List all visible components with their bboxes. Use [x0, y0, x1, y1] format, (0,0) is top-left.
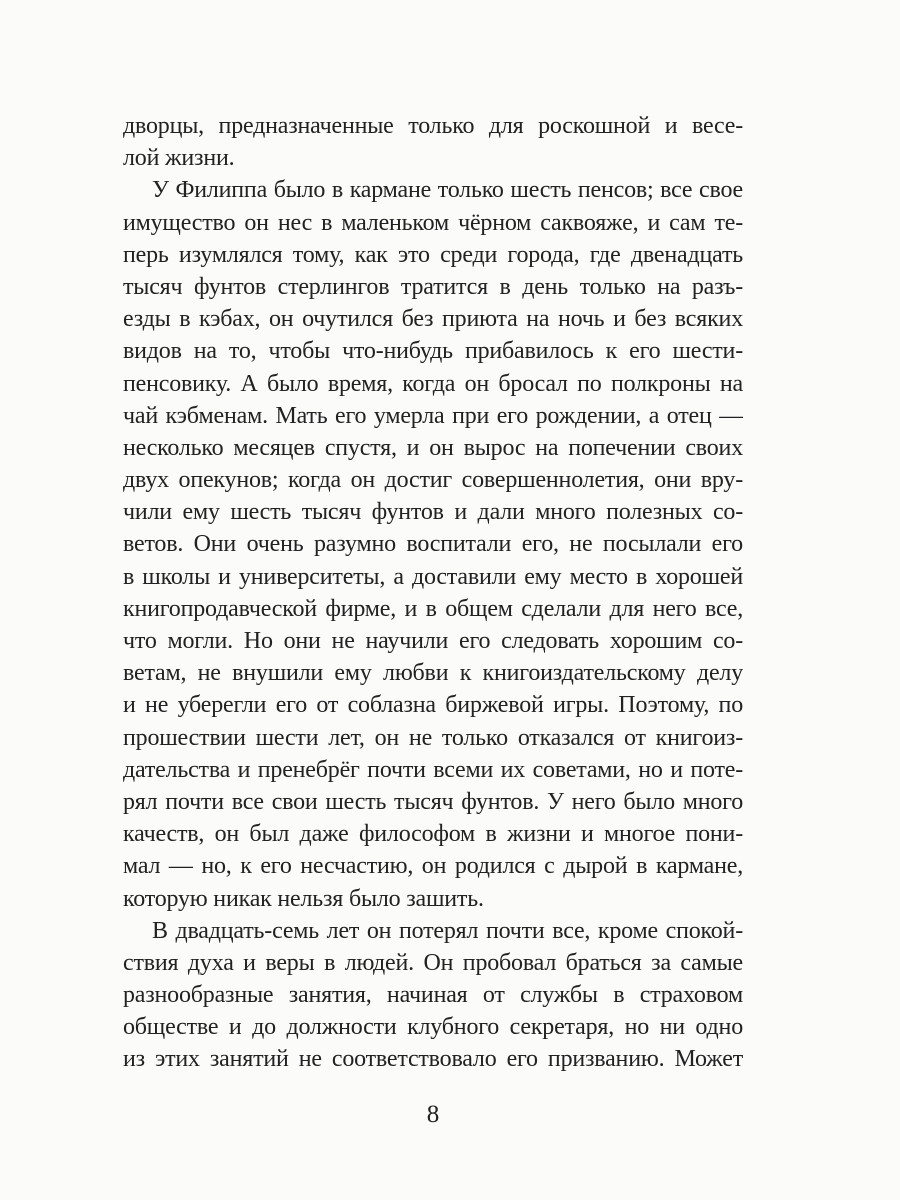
text-line: разнообразные занятия, начиная от службы в страховом — [123, 982, 743, 1009]
text-line: дательства и пренебрёг почти всеми их советами, но и поте- — [123, 756, 743, 783]
page-number: 8 — [426, 1101, 440, 1128]
text-line: чили ему шесть тысяч фунтов и дали много полезных со- — [123, 499, 743, 526]
text-line: езды в кэбах, он очутился без приюта на ночь и без всяких — [123, 306, 743, 333]
text-line: пенсовику. А было время, когда он бросал по полкроны на — [123, 370, 743, 397]
text-line: качеств, он был даже философом в жизни и многое пони- — [123, 821, 743, 848]
text-line: в школы и университеты, а доставили ему место в хорошей — [123, 563, 743, 590]
text-line: из этих занятий не соответствовало его призванию. Может — [123, 1046, 743, 1073]
text-line: У Филиппа было в кармане только шесть пенсов; все свое — [152, 177, 743, 204]
text-line: двух опекунов; когда он достиг совершеннолетия, они вру- — [123, 467, 743, 494]
text-line: ствия духа и веры в людей. Он пробовал браться за самые — [123, 949, 743, 976]
text-line: несколько месяцев спустя, и он вырос на попечении своих — [123, 434, 743, 461]
text-block — [123, 110, 743, 1076]
text-line: обществе и до должности клубного секретаря, но ни одно — [123, 1014, 743, 1041]
text-line: лой жизни. — [123, 145, 235, 172]
text-line: имущество он нес в маленьком чёрном саквояже, и сам те- — [123, 209, 743, 236]
text-line: ветам, не внушили ему любви к книгоиздательскому делу — [123, 660, 743, 687]
text-line: видов на то, чтобы что-нибудь прибавилось к его шести- — [123, 338, 743, 365]
text-line: которую никак нельзя было зашить. — [123, 885, 484, 912]
text-line: перь изумлялся тому, как это среди города, где двенадцать — [123, 241, 743, 268]
text-line: прошествии шести лет, он не только отказался от книгоиз- — [123, 724, 743, 751]
text-line: книгопродавческой фирме, и в общем сделали для него все, — [123, 595, 743, 622]
text-line: мал — но, к его несчастию, он родился с дырой в кармане, — [123, 853, 743, 880]
text-line: чай кэбменам. Мать его умерла при его рождении, а отец — — [123, 402, 743, 429]
text-line: дворцы, предназначенные только для роскошной и весе- — [123, 113, 743, 139]
text-line: ветов. Они очень разумно воспитали его, не посылали его — [123, 531, 743, 558]
text-line: тысяч фунтов стерлингов тратится в день только на разъ- — [123, 273, 743, 300]
text-line: что могли. Но они не научили его следовать хорошим со- — [123, 628, 743, 654]
text-line: рял почти все свои шесть тысяч фунтов. У него было много — [123, 788, 743, 815]
text-line: и не уберегли его от соблазна биржевой игры. Поэтому, по — [123, 692, 743, 719]
text-line: В двадцать-семь лет он потерял почти все, кроме спокой- — [152, 917, 743, 944]
